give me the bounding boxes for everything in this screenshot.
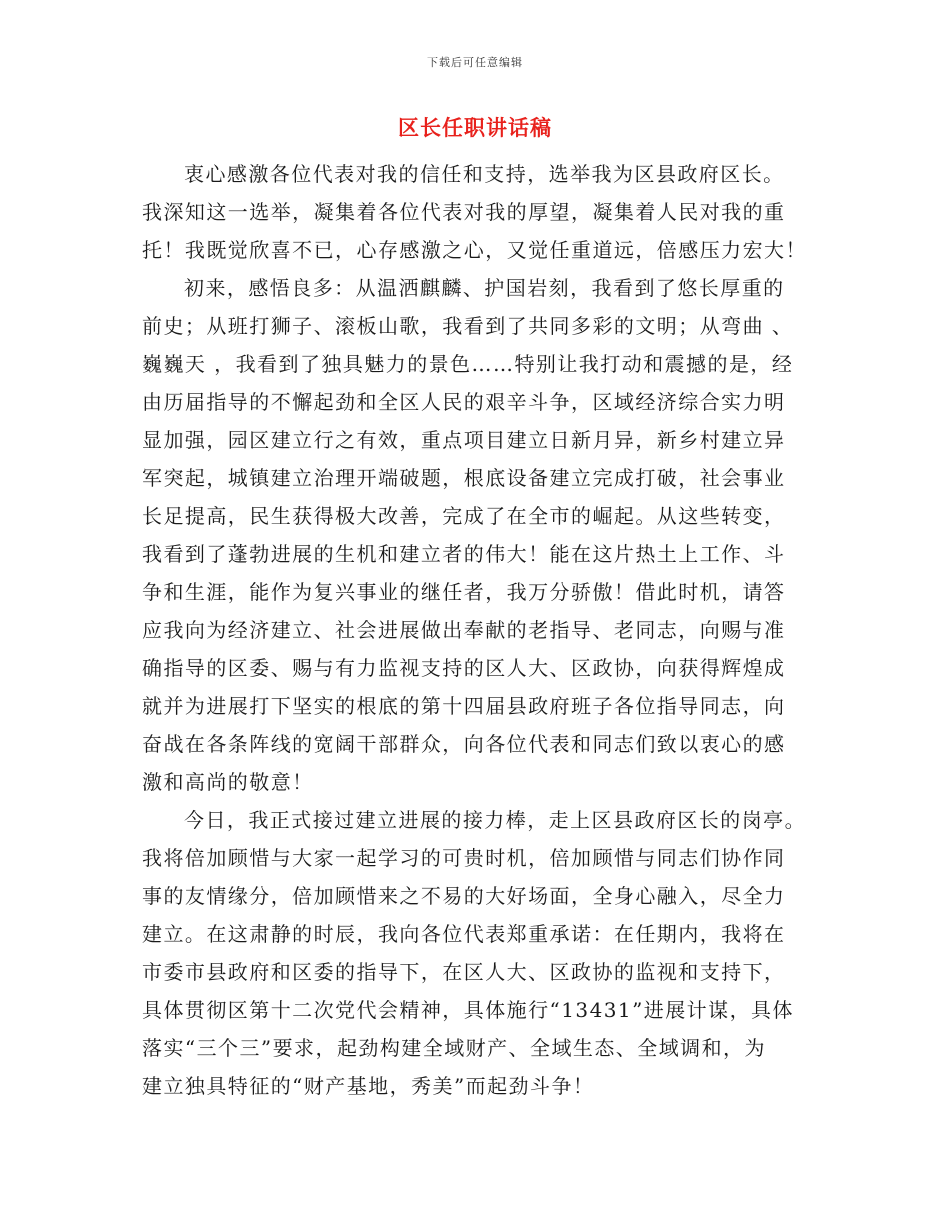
document-body xyxy=(142,155,812,1105)
paragraph-1-line-1: 衷心感激各位代表对我的信任和支持，选举我为区县政府区长。 xyxy=(184,162,785,186)
paragraph-3-line-8: 建立独具特征的“财产基地，秀美”而起劲斗争！ xyxy=(142,1074,595,1098)
paragraph-1-line-2: 我深知这一选举，凝集着各位代表对我的厚望，凝集着人民对我的重 xyxy=(142,200,786,224)
paragraph-2-line-11: 确指导的区委、赐与有力监视支持的区人大、区政协，向获得辉煌成 xyxy=(142,656,786,680)
paragraph-2-line-4: 由历届指导的不懈起劲和全区人民的艰辛斗争，区域经济综合实力明 xyxy=(142,390,786,414)
paragraph-2-line-8: 我看到了蓬勃进展的生机和建立者的伟大！能在这片热土上工作、斗 xyxy=(142,542,786,566)
paragraph-1-line-3: 托！我既觉欣喜不已，心存感激之心，又觉任重道远，倍感压力宏大！ xyxy=(142,238,807,262)
paragraph-3-line-2: 我将倍加顾惜与大家一起学习的可贵时机，倍加顾惜与同志们协作同 xyxy=(142,846,786,870)
paragraph-2-line-2: 前史；从班打狮子、滚板山歌，我看到了共同多彩的文明；从弯曲 、 xyxy=(142,314,794,338)
paragraph-2-line-13: 奋战在各条阵线的宽阔干部群众，向各位代表和同志们致以衷心的感 xyxy=(142,732,786,756)
paragraph-2-line-5: 显加强，园区建立行之有效，重点项目建立日新月异，新乡村建立异 xyxy=(142,428,786,452)
paragraph-2-line-6: 军突起，城镇建立治理开端破题，根底设备建立完成打破，社会事业 xyxy=(142,466,786,490)
document-title: 区长任职讲话稿 xyxy=(398,115,552,140)
paragraph-2-line-3: 巍巍天 ，我看到了独具魅力的景色……特别让我打动和震撼的是，经 xyxy=(142,352,794,376)
paragraph-3-line-7: 落实“三个三”要求，起劲构建全域财产、全域生态、全域调和，为 xyxy=(142,1036,766,1060)
paragraph-3-line-3: 事的友情缘分，倍加顾惜来之不易的大好场面，全身心融入，尽全力 xyxy=(142,884,786,908)
page-header-note: 下载后可任意编辑 xyxy=(427,56,523,69)
paragraph-2-line-12: 就并为进展打下坚实的根底的第十四届县政府班子各位指导同志，向 xyxy=(142,694,786,718)
paragraph-3-line-4: 建立。在这肃静的时辰，我向各位代表郑重承诺：在任期内，我将在 xyxy=(142,922,786,946)
paragraph-2-line-14: 激和高尚的敬意！ xyxy=(142,770,314,794)
paragraph-3-line-6: 具体贯彻区第十二次党代会精神，具体施行“13431”进展计谋，具体 xyxy=(142,998,794,1022)
paragraph-2-line-10: 应我向为经济建立、社会进展做出奉献的老指导、老同志，向赐与准 xyxy=(142,618,786,642)
paragraph-3-line-1: 今日，我正式接过建立进展的接力棒，走上区县政府区长的岗亭。 xyxy=(184,808,807,832)
paragraph-2-line-1: 初来，感悟良多：从温洒麒麟、护国岩刻，我看到了悠长厚重的 xyxy=(184,276,785,300)
paragraph-2-line-7: 长足提高，民生获得极大改善，完成了在全市的崛起。从这些转变， xyxy=(142,504,786,528)
paragraph-2-line-9: 争和生涯，能作为复兴事业的继任者，我万分骄傲！借此时机，请答 xyxy=(142,580,786,604)
paragraph-3-line-5: 市委市县政府和区委的指导下，在区人大、区政协的监视和支持下， xyxy=(142,960,786,984)
